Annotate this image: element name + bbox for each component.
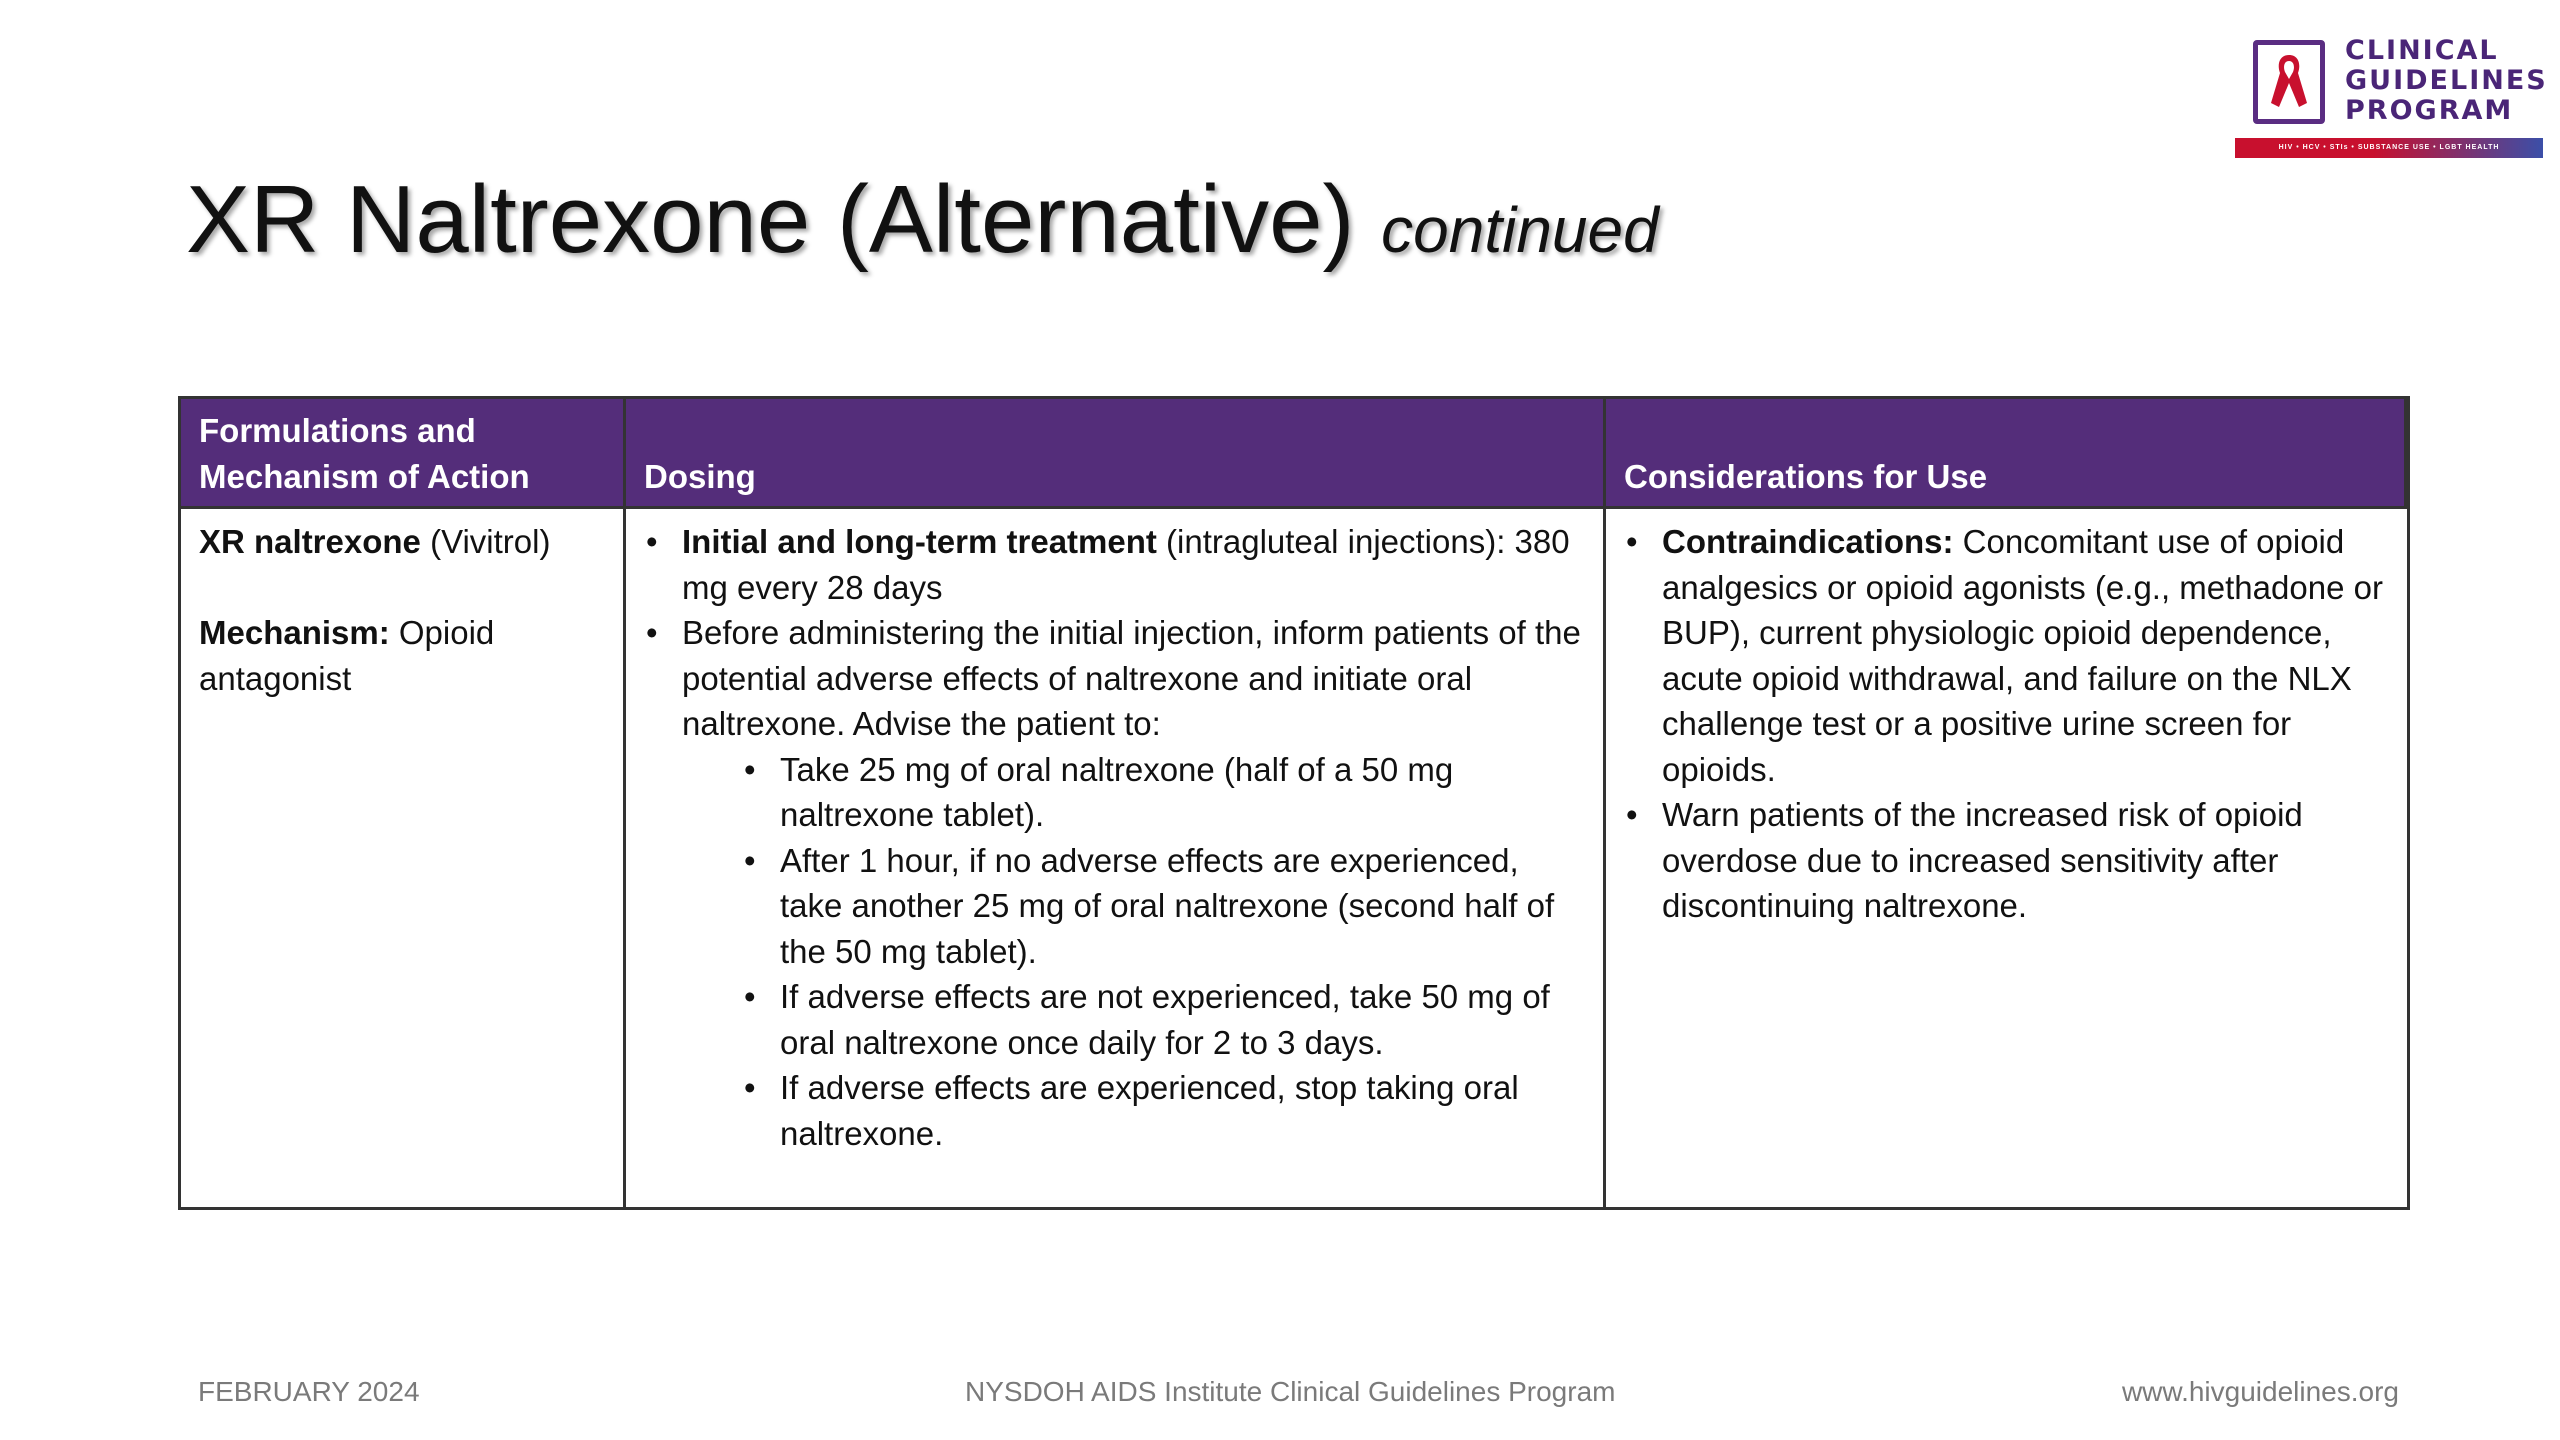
slide-title xyxy=(186,160,1659,290)
mechanism: Mechanism: Opioid antagonist xyxy=(199,614,495,697)
formulation-name: XR naltrexone (Vivitrol) xyxy=(199,523,551,560)
logo-line-1: CLINICAL xyxy=(2345,35,2499,66)
consideration-overdose-warning: • Warn patients of the increased risk of opioid overdose due to increased sensitivity after discontinuing naltrexone. xyxy=(1624,792,2389,929)
header-formulations: Formulations and Mechanism of Action xyxy=(181,399,626,509)
header-dosing: Dosing xyxy=(626,399,1606,509)
clinical-guidelines-logo xyxy=(2235,36,2555,164)
logo-line-3: PROGRAM xyxy=(2345,95,2514,126)
dosing-substep: • If adverse effects are experienced, stop taking oral naltrexone. xyxy=(742,1065,1585,1156)
dosing-item-initial: • Initial and long-term treatment (intragluteal injections): 380 mg every 28 days xyxy=(644,519,1585,610)
title-main: XR Naltrexone (Alternative) xyxy=(186,166,1355,273)
ribbon-icon xyxy=(2267,51,2311,113)
cell-dosing xyxy=(626,509,1606,1207)
considerations-list xyxy=(1624,519,2389,929)
dosing-item-before: • Before administering the initial injection, inform patients of the potential adverse effects of naltrexone and initiate oral naltrexone. Advise the patient to: • Take 25 mg of oral naltrexone (half of a 50 mg naltrexone tablet). • After 1 hour, if no adverse effects are experienced, take another 25 mg of oral naltrexone (second half of the 50 mg tablet). • If adverse effects are not experienced, take 50 mg of oral naltrexone once daily for 2 to 3 days. • If adverse effects are experienced, stop taking oral naltrexone. xyxy=(644,610,1585,1156)
dosing-list xyxy=(644,519,1585,1156)
header-considerations: Considerations for Use xyxy=(1606,399,2407,509)
logo-line-2: GUIDELINES xyxy=(2345,65,2548,96)
footer-url[interactable]: www.hivguidelines.org xyxy=(2121,1376,2399,1407)
dosing-table xyxy=(178,396,2410,1210)
cell-considerations xyxy=(1606,509,2407,1207)
footer-date: FEBRUARY 2024 xyxy=(198,1376,420,1407)
dosing-substeps xyxy=(682,747,1585,1157)
dosing-substep: • After 1 hour, if no adverse effects are experienced, take another 25 mg of oral naltrexone (second half of the 50 mg tablet). xyxy=(742,838,1585,975)
consideration-contraindications: • Contraindications: Concomitant use of opioid analgesics or opioid agonists (e.g., methadone or BUP), current physiologic opioid dependence, acute opioid withdrawal, and failure on the NLX challenge test or a positive urine screen for opioids. xyxy=(1624,519,2389,792)
dosing-substep: • If adverse effects are not experienced, take 50 mg of oral naltrexone once daily for 2 to 3 days. xyxy=(742,974,1585,1065)
dosing-substep: • Take 25 mg of oral naltrexone (half of a 50 mg naltrexone tablet). xyxy=(742,747,1585,838)
logo-frame xyxy=(2253,40,2325,124)
logo-text xyxy=(2345,36,2548,126)
logo-tagline: HIV • HCV • STIs • SUBSTANCE USE • LGBT HEALTH xyxy=(2235,138,2543,158)
cell-formulations xyxy=(181,509,626,1207)
title-continued: continued xyxy=(1381,194,1659,266)
footer-program: NYSDOH AIDS Institute Clinical Guidelines Program xyxy=(965,1376,1616,1407)
